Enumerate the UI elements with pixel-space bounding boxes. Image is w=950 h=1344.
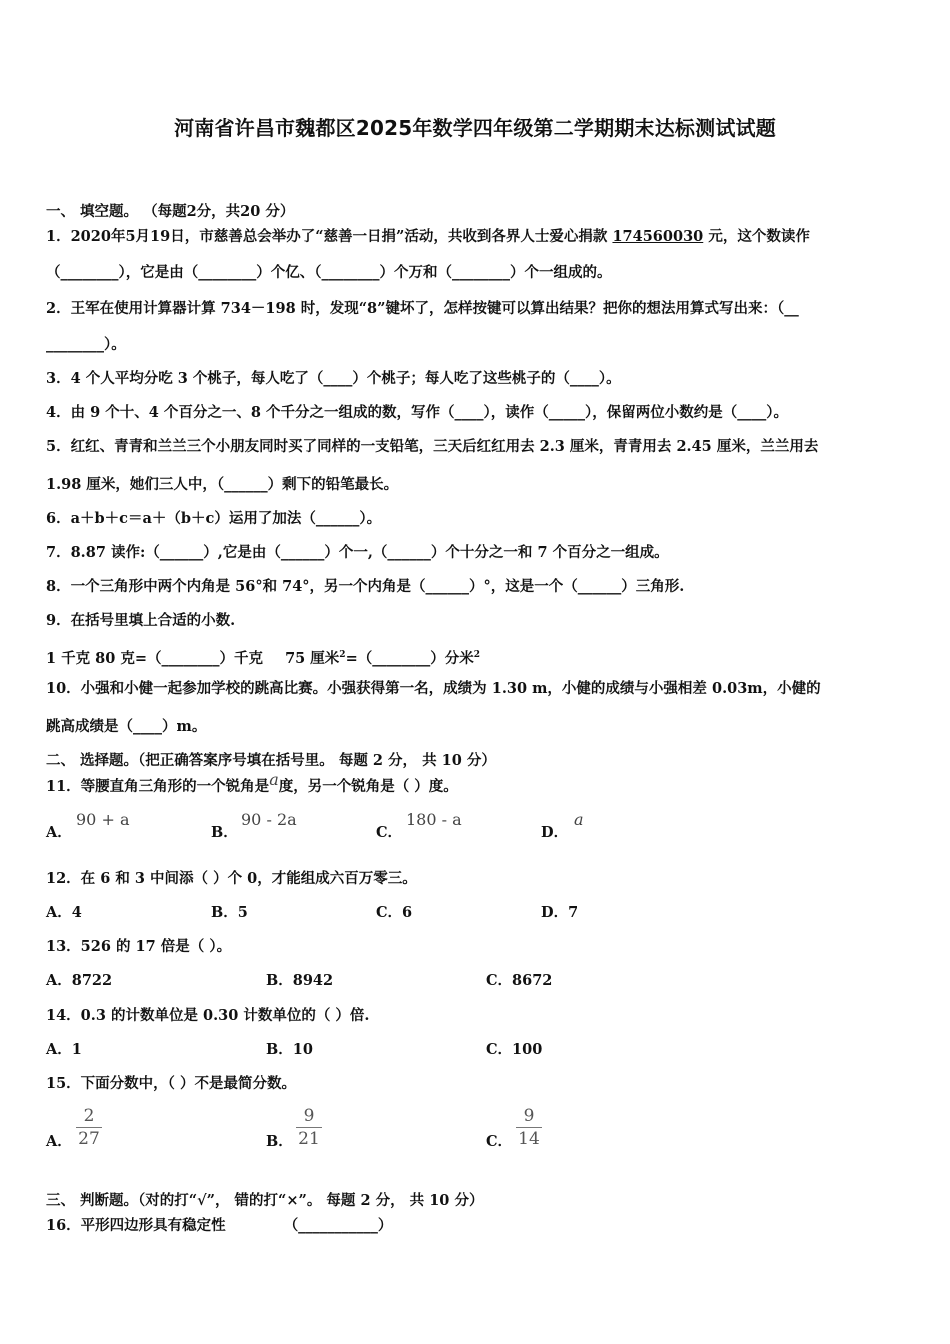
question-11-text-b: 度，另一个锐角是（ ）度。 [278,778,458,795]
option-14-b: B．10 [266,1041,313,1058]
denominator: 21 [298,1129,320,1149]
question-9-line-2 [46,646,480,668]
question-14: 14．0.3 的计数单位是 0.30 计数单位的（ ）倍. [46,1007,370,1024]
question-13: 13．526 的 17 倍是（ ）。 [46,938,232,955]
option-12-d: D．7 [541,904,579,921]
question-16-text: 16．平形四边形具有稳定性 [46,1217,226,1234]
question-9-line-1: 9．在括号里填上合适的小数. [46,612,236,629]
question-1-line-2: （________），它是由（________）个亿、（________）个万和（________）个一组成的。 [46,264,612,281]
question-11 [46,770,458,796]
question-3: 3．4 个人平均分吃 3 个桃子，每人吃了（____）个桃子；每人吃了这些桃子的（____）。 [46,370,621,387]
option-13-b: B．8942 [266,972,334,989]
question-2-line-1: 2．王军在使用计算器计算 734－198 时，发现“8”键坏了，怎样按键可以算出结果？把你的想法用算式写出来：（__ [46,300,799,317]
option-12-b: B．5 [211,904,248,921]
question-1-text-a: 1．2020年5月19日，市慈善总会举办了“慈善一日捐”活动，共收到各界人士爱心捐款 [46,228,613,245]
option-11-d-expr: a [574,810,584,829]
option-11-a-label: A． [46,824,72,841]
question-10-line-2: 跳高成绩是（____）m。 [46,718,207,735]
section-2-heading: 二、 选择题。（把正确答案序号填在括号里。 每题 2 分， 共 10 分） [46,752,496,769]
option-11-a-expr: 90 + a [76,810,130,829]
option-14-a: A．1 [46,1041,82,1058]
option-11-c-expr: 180 - a [406,810,462,829]
fraction-bar [296,1127,322,1128]
question-9-blank-2-prefix: 75 厘米 [285,649,340,667]
option-15-b-label: B． [266,1133,293,1150]
question-1-number: 174560030 [612,228,704,245]
fraction-bar [76,1127,102,1128]
variable-a: a [269,770,279,789]
section-1-heading: 一、 填空题。 （每题2分，共20 分） [46,203,295,220]
page-title: 河南省许昌市魏都区2025年数学四年级第二学期期末达标测试试题 [174,116,776,140]
option-15-b-fraction [296,1106,322,1149]
question-10-line-1: 10．小强和小健一起参加学校的跳高比赛。小强获得第一名，成绩为 1.30 m，小健的成绩与小强相差 0.03m，小健的 [46,680,821,697]
question-4: 4．由 9 个十、4 个百分之一、8 个千分之一组成的数，写作（____），读作（_____），保留两位小数约是（____）。 [46,404,789,421]
denominator: 27 [78,1129,100,1149]
option-12-c: C．6 [376,904,413,921]
option-15-c-label: C． [486,1133,513,1150]
question-7: 7．8.87 读作:（______）,它是由（______）个一,（______）个十分之一和 7 个百分之一组成。 [46,544,669,561]
option-15-a-label: A． [46,1133,72,1150]
superscript-2: 2 [339,650,346,660]
numerator: 9 [303,1106,315,1126]
superscript-2: 2 [473,650,480,660]
fraction-bar [516,1127,542,1128]
question-9-blank-1: 1 千克 80 克=（________）千克 [46,649,264,667]
option-13-c: C．8672 [486,972,553,989]
option-12-a: A．4 [46,904,82,921]
option-15-c-fraction [516,1106,542,1149]
question-16-blank: （___________） [283,1217,393,1234]
question-6: 6．a＋b＋c＝a＋（b＋c）运用了加法（______）。 [46,510,382,527]
option-15-a-fraction [76,1106,102,1149]
option-11-d-label: D． [541,824,569,841]
option-13-a: A．8722 [46,972,113,989]
question-8: 8．一个三角形中两个内角是 56°和 74°，另一个内角是（______）°，这是一个（______）三角形. [46,578,685,595]
option-14-c: C．100 [486,1041,543,1058]
question-5-line-1: 5．红红、青青和兰兰三个小朋友同时买了同样的一支铅笔，三天后红红用去 2.3 厘米，青青用去 2.45 厘米，兰兰用去 [46,438,819,455]
question-15: 15．下面分数中，（ ）不是最简分数。 [46,1075,296,1092]
question-5-line-2: 1.98 厘米，她们三人中，（______）剩下的铅笔最长。 [46,476,399,493]
question-2-line-2: ________）。 [46,336,126,353]
option-11-c-label: C． [376,824,403,841]
numerator: 9 [523,1106,535,1126]
option-11-b-expr: 90 - 2a [241,810,297,829]
numerator: 2 [83,1106,95,1126]
question-9-blank-2: =（________）分米 [345,649,474,667]
section-3-heading: 三、 判断题。（对的打“√”， 错的打“×”。 每题 2 分， 共 10 分） [46,1192,484,1209]
question-1-text-b: 元，这个数读作 [703,228,810,245]
question-1-line-1 [46,228,810,246]
question-12: 12．在 6 和 3 中间添（ ）个 0，才能组成六百万零三。 [46,870,417,887]
question-11-text-a: 11．等腰直角三角形的一个锐角是 [46,778,270,795]
question-16 [46,1217,392,1235]
option-11-b-label: B． [211,824,238,841]
denominator: 14 [518,1129,540,1149]
